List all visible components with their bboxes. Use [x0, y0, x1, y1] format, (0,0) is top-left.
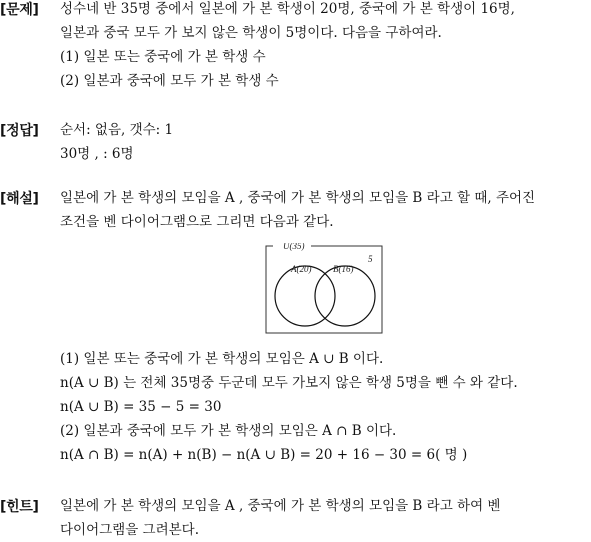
problem-line: (2) 일본과 중국에 모두 가 본 학생 수 [60, 73, 279, 89]
set-a-circle [275, 266, 335, 326]
problem-line: 성수네 반 35명 중에서 일본에 가 본 학생이 20명, 중국에 가 본 학생이 16명, [60, 1, 515, 17]
answer-tag: [정답] [0, 123, 39, 139]
answer-line: 30명 , : 6명 [60, 146, 134, 162]
hint-line: 일본에 가 본 학생의 모임을 A , 중국에 가 본 학생의 모임을 B 라고 하여 벤 [60, 498, 501, 514]
hint-body [60, 494, 588, 542]
outside-count-label: 5 [368, 254, 373, 264]
answer-line: 순서: 없음, 갯수: 1 [60, 122, 174, 138]
set-b-label: B(16) [333, 264, 354, 274]
problem-line: 일본과 중국 모두 가 보지 않은 학생이 5명이다. 다음을 구하여라. [60, 25, 442, 41]
explanation-line: 조건을 벤 다이어그램으로 그리면 다음과 같다. [60, 214, 334, 230]
explanation-step: n(A ∩ B) = n(A) + n(B) − n(A ∪ B) = 20 + 16 − 30 = 6( 명 ) [60, 447, 468, 463]
explanation-body [60, 186, 588, 234]
universe-label: U(35) [283, 243, 305, 251]
explanation-step: (1) 일본 또는 중국에 가 본 학생의 모임은 A ∪ B 이다. [60, 351, 384, 367]
problem-tag: [문제] [0, 2, 39, 18]
problem-body [60, 0, 588, 93]
hint-tag: [힌트] [0, 499, 39, 515]
explanation-step: (2) 일본과 중국에 모두 가 본 학생의 모임은 A ∩ B 이다. [60, 423, 397, 439]
explanation-line: 일본에 가 본 학생의 모임을 A , 중국에 가 본 학생의 모임을 B 라고 할 때, 주어진 [60, 190, 536, 206]
explanation-after-body [60, 347, 588, 467]
answer-body [60, 118, 588, 166]
problem-line: (1) 일본 또는 중국에 가 본 학생 수 [60, 49, 266, 65]
hint-line: 다이어그램을 그려본다. [60, 522, 199, 538]
explanation-step: n(A ∪ B) = 35 − 5 = 30 [60, 399, 222, 415]
explanation-step: n(A ∪ B) 는 전체 35명중 두군데 모두 가보지 않은 학생 5명을 뺀 수 와 같다. [60, 375, 518, 391]
set-a-label: A(20) [291, 264, 312, 274]
explanation-tag: [해설] [0, 191, 39, 207]
venn-diagram [263, 243, 385, 335]
set-b-circle [315, 266, 375, 326]
